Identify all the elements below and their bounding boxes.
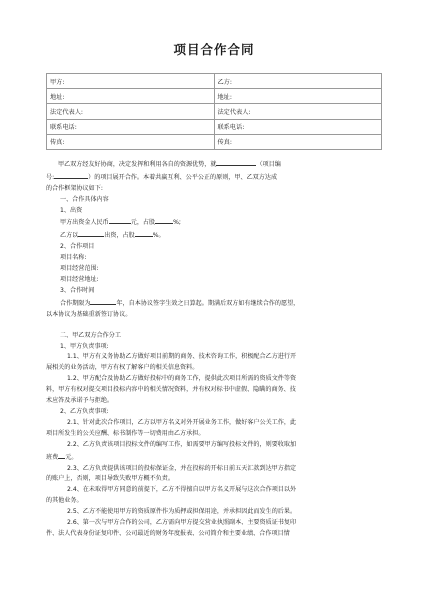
table-row <box>47 119 382 134</box>
party-a-address-cell: 地址: <box>47 89 215 104</box>
table-row <box>47 89 382 104</box>
party-info-table <box>46 73 382 150</box>
clause-heading: 3、合作时间 <box>60 286 95 294</box>
party-b-legal-rep-cell: 法定代表人: <box>214 104 382 119</box>
clause-heading: 1、甲方负责事项: <box>60 342 109 350</box>
contract-body: 甲乙双方经友好协商，决定发挥和利用各自的资源优势，就 （项目编 号: ）的项目展开合作。本着共赢互利、公平公正的原则，甲、乙双方达成 的合作框架协议如下: 一、合作具体内容 1、出资 甲方出资金人民币 元，占股 %; 乙方以 出资，占股 %。 2、合作项目 项目名称: 项目经营范围: 项目经营地址: 3、合作时间 合作期限为 年，自本协议签字生效之日算起。期满后双方如有继续合作的愿望， 以本协议为基础重新签订协议。 二、甲乙双方合作分工 1、甲方负责事项: 1.1、甲方有义务协助乙方做好项目前期的商务、技术咨询工作，积极配合乙方进行开 展相关的业务活动，甲方有权了解客户的相关信息资料。 1.2、甲方配合及协助乙方做好投标中的商务工作，提供此次项目所需的资质文件等资 料，甲方有权对提交项目投标内容中的相关情况资料，并有权对标书中虚假、隐瞒的商务、技 术应答及承诺予与拒绝。 2、乙方负责事项: 2.1、针对此次合作项目，乙方以甲方名义对外开展业务工作，做好客户公关工作，此 项目所发生的公关应酬、标书制作等一切费用由乙方承担。 2.2、乙方负责该项目投标文件的编写工作，如需要甲方编写投标文件的，则要收取加 班费 元。 2.3、乙方负责提供该项目的投标保证金，并在投标的开标日前五天汇款到达甲方指定 的账户上，否则，项目导致失败甲方概不负责。 2.4、在未取得甲方同意的前提下，乙方不得擅自以甲方名义开展与这次合作项目以外 的其他业务。 2.5、乙方不能使用甲方的资质原件作为质押或担保用途，并承担因此而发生的后果。 2.6、第一次与甲方合作的公司，乙方需向甲方提交营业执照副本、主要资质证书复印 件、法人代表身份证复印件、公司最近的财务年度报表、公司简介和主要业绩、合作项目情 <box>46 158 382 540</box>
intro-paragraph: 甲乙双方经友好协商，决定发挥和利用各自的资源优势，就 （项目编 <box>46 158 382 171</box>
party-a-legal-rep-cell: 法定代表人: <box>47 104 215 119</box>
table-row <box>47 104 382 119</box>
party-a-fax-cell: 传真: <box>47 134 215 149</box>
clause-heading: 2、合作项目 <box>60 243 95 251</box>
page-title: 项目合作合同 <box>173 42 255 57</box>
clause-heading: 1、出资 <box>60 206 83 214</box>
party-a-name-cell: 甲方: <box>47 74 215 89</box>
table-row <box>47 134 382 149</box>
section-heading: 二、甲乙双方合作分工 <box>60 331 121 339</box>
party-a-phone-cell: 联系电话: <box>47 119 215 134</box>
party-b-fax-cell: 传真: <box>214 134 382 149</box>
clause-heading: 2、乙方负责事项: <box>60 407 109 415</box>
party-b-address-cell: 地址: <box>214 89 382 104</box>
section-heading: 一、合作具体内容 <box>60 195 109 203</box>
table-row <box>47 74 382 89</box>
party-b-name-cell: 乙方: <box>214 74 382 89</box>
party-b-phone-cell: 联系电话: <box>214 119 382 134</box>
